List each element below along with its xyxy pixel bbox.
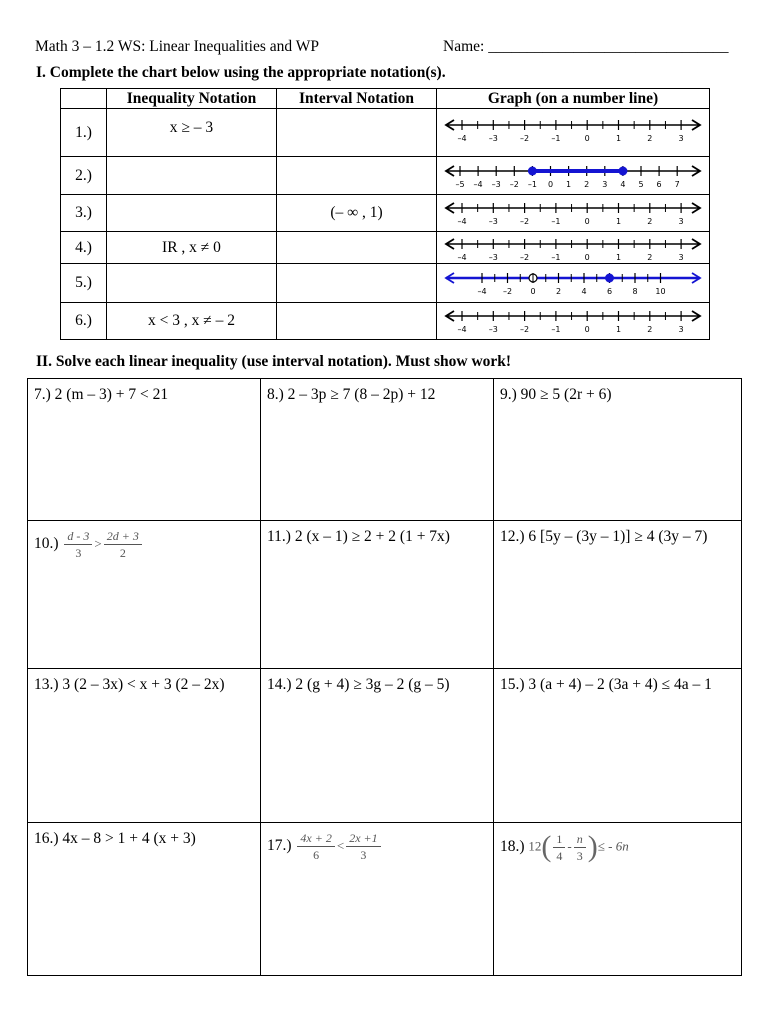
tick-label: 1	[615, 325, 622, 334]
graph-cell[interactable]	[437, 303, 710, 340]
chart-row-6	[61, 303, 710, 340]
problem-row	[28, 379, 742, 521]
graph-cell[interactable]	[437, 232, 710, 264]
operator: >	[94, 536, 102, 552]
tick-label: –2	[520, 134, 530, 143]
tick-label: –3	[488, 325, 498, 334]
coefficient: 12	[528, 838, 542, 854]
tick-label: 5	[638, 179, 644, 189]
denominator: 6	[313, 848, 320, 862]
problem-15[interactable]: 15.) 3 (a + 4) – 2 (3a + 4) ≤ 4a – 1	[494, 669, 742, 823]
tick-label: –4	[457, 252, 467, 262]
problem-18[interactable]	[494, 823, 742, 976]
interval-cell[interactable]	[277, 264, 437, 303]
number-line-5	[442, 268, 704, 298]
problem-number: 17.)	[267, 837, 292, 855]
closed-point	[618, 166, 627, 175]
interval-cell[interactable]	[277, 303, 437, 340]
tick-label: –2	[520, 252, 530, 262]
tick-label: 2	[647, 252, 653, 262]
fraction	[104, 528, 142, 561]
row-number: 5.)	[61, 264, 107, 303]
tick-label: 0	[584, 325, 590, 334]
tick-label: –1	[551, 252, 561, 262]
col-header-graph: Graph (on a number line)	[437, 89, 710, 109]
inequality-cell[interactable]	[107, 264, 277, 303]
tick-label: 10	[655, 287, 666, 296]
tick-label: –5	[455, 179, 465, 189]
col-header-interval: Interval Notation	[277, 89, 437, 109]
operator: <	[336, 838, 345, 854]
chart-row-4	[61, 232, 710, 264]
problems-grid	[27, 378, 742, 976]
inequality-cell: x < 3 , x ≠ – 2	[107, 303, 277, 340]
fraction	[64, 528, 92, 561]
chart-header-row	[61, 89, 710, 109]
tick-label: –4	[473, 179, 483, 189]
tick-label: 6	[606, 287, 613, 296]
tick-label: –3	[488, 252, 498, 262]
row-number: 4.)	[61, 232, 107, 264]
tick-label: 2	[584, 179, 590, 189]
row-number: 3.)	[61, 195, 107, 232]
tick-label: –2	[520, 217, 530, 226]
problem-row	[28, 669, 742, 823]
name-field[interactable]: Name: _______________________________	[443, 38, 729, 55]
tick-label: 2	[555, 287, 562, 296]
problem-14[interactable]: 14.) 2 (g + 4) ≥ 3g – 2 (g – 5)	[261, 669, 494, 823]
graph-cell	[437, 264, 710, 303]
denominator: 4	[556, 848, 563, 863]
interval-cell[interactable]	[277, 157, 437, 195]
tick-label: 1	[566, 179, 572, 189]
numerator: 1	[553, 831, 565, 848]
tick-label: –3	[491, 179, 501, 189]
tick-label: 4	[581, 287, 587, 296]
interval-cell[interactable]	[277, 232, 437, 264]
right-hand-side: ≤ - 6n	[597, 838, 629, 854]
numerator: d - 3	[64, 528, 92, 545]
problem-11[interactable]: 11.) 2 (x – 1) ≥ 2 + 2 (1 + 7x)	[261, 521, 494, 669]
section-1-heading: I. Complete the chart below using the appropriate notation(s).	[36, 64, 446, 81]
tick-label: –1	[551, 134, 561, 143]
interval-cell: (– ∞ , 1)	[277, 195, 437, 232]
tick-label: –2	[509, 179, 519, 189]
tick-label: 7	[674, 179, 680, 189]
tick-label: 3	[678, 325, 684, 334]
problem-row	[28, 823, 742, 976]
chart-row-5	[61, 264, 710, 303]
chart-row-1	[61, 109, 710, 157]
tick-label: –2	[502, 287, 513, 296]
left-paren: (	[541, 830, 552, 863]
tick-label: 0	[584, 134, 590, 143]
problem-number: 18.)	[500, 838, 525, 855]
notation-chart	[60, 88, 710, 340]
denominator: 3	[576, 848, 583, 863]
tick-label: 8	[632, 287, 638, 296]
tick-label: 2	[647, 325, 653, 334]
tick-label: 2	[647, 134, 653, 143]
tick-label: –1	[551, 325, 561, 334]
number-line-3[interactable]	[442, 198, 704, 228]
problem-16[interactable]: 16.) 4x – 8 > 1 + 4 (x + 3)	[28, 823, 261, 976]
interval-cell[interactable]	[277, 109, 437, 157]
tick-label: 2	[647, 217, 653, 226]
fraction	[297, 830, 334, 863]
tick-label: –1	[527, 179, 537, 189]
tick-label: 3	[602, 179, 608, 189]
numerator: 2x +1	[346, 830, 380, 847]
problem-13[interactable]: 13.) 3 (2 – 3x) < x + 3 (2 – 2x)	[28, 669, 261, 823]
tick-label: 1	[615, 134, 622, 143]
problem-number: 10.)	[34, 535, 59, 553]
fraction	[553, 831, 565, 864]
tick-label: –4	[477, 287, 487, 296]
inequality-cell[interactable]: x ≥ – 3	[107, 109, 277, 157]
number-line-2	[442, 161, 704, 191]
col-header-number	[61, 89, 107, 109]
row-number: 1.)	[61, 109, 107, 157]
inequality-cell[interactable]	[107, 157, 277, 195]
tick-label: 0	[584, 217, 590, 226]
row-number: 6.)	[61, 303, 107, 340]
chart-row-3	[61, 195, 710, 232]
worksheet-title: Math 3 – 1.2 WS: Linear Inequalities and WP	[35, 38, 319, 55]
problem-9[interactable]: 9.) 90 ≥ 5 (2r + 6)	[494, 379, 742, 521]
problem-10[interactable]	[28, 521, 261, 669]
problem-7[interactable]: 7.) 2 (m – 3) + 7 < 21	[28, 379, 261, 521]
section-2-heading: II. Solve each linear inequality (use interval notation). Must show work!	[36, 353, 512, 370]
right-paren: )	[587, 830, 598, 863]
number-line-6[interactable]	[442, 306, 704, 336]
tick-label: 6	[656, 179, 662, 189]
row-number: 2.)	[61, 157, 107, 195]
denominator: 3	[360, 848, 367, 862]
denominator: 3	[75, 546, 82, 560]
tick-label: 0	[530, 287, 536, 296]
inequality-cell[interactable]	[107, 195, 277, 232]
problem-8[interactable]: 8.) 2 – 3p ≥ 7 (8 – 2p) + 12	[261, 379, 494, 521]
problem-12[interactable]: 12.) 6 [5y – (3y – 1)] ≥ 4 (3y – 7)	[494, 521, 742, 669]
numerator: n	[574, 831, 586, 848]
number-line-1[interactable]	[442, 115, 704, 145]
graph-cell	[437, 157, 710, 195]
tick-label: –4	[457, 217, 467, 226]
fraction	[346, 830, 380, 863]
tick-label: 3	[678, 252, 684, 262]
tick-label: 1	[615, 252, 622, 262]
tick-label: 3	[678, 217, 684, 226]
tick-label: 4	[620, 179, 626, 189]
tick-label: –1	[551, 217, 561, 226]
graph-cell[interactable]	[437, 109, 710, 157]
chart-row-2	[61, 157, 710, 195]
operator: -	[567, 838, 572, 854]
denominator: 2	[119, 546, 126, 560]
tick-label: 1	[615, 217, 622, 226]
numerator: 2d + 3	[104, 528, 142, 545]
tick-label: 0	[584, 252, 590, 262]
closed-point	[605, 274, 614, 283]
tick-label: –4	[457, 325, 467, 334]
col-header-inequality: Inequality Notation	[107, 89, 277, 109]
tick-label: –3	[488, 217, 498, 226]
tick-label: –3	[488, 134, 498, 143]
numerator: 4x + 2	[297, 830, 334, 847]
graph-cell[interactable]	[437, 195, 710, 232]
tick-label: 0	[547, 179, 554, 189]
closed-point	[528, 166, 537, 175]
problem-row	[28, 521, 742, 669]
number-line-4[interactable]	[442, 234, 704, 262]
tick-label: –2	[520, 325, 530, 334]
tick-label: 3	[678, 134, 684, 143]
inequality-cell: IR , x ≠ 0	[107, 232, 277, 264]
problem-17[interactable]	[261, 823, 494, 976]
fraction	[574, 831, 586, 864]
tick-label: –4	[457, 134, 467, 143]
